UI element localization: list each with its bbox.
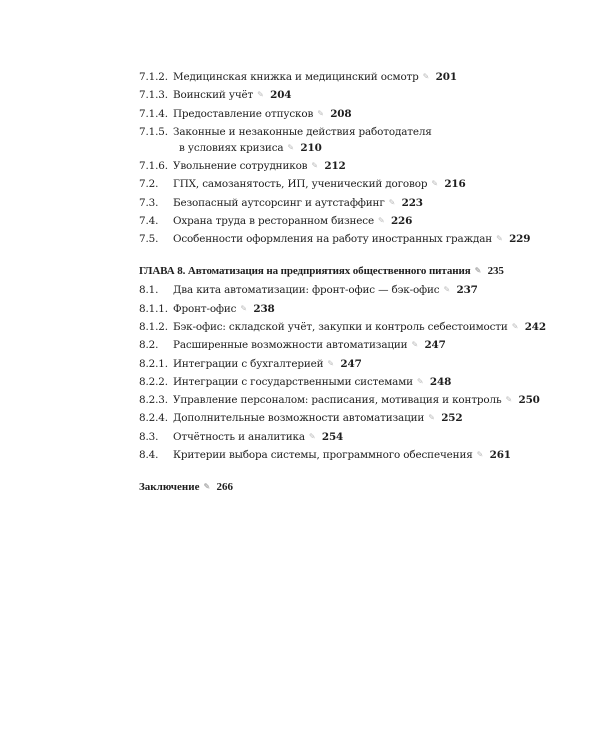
- toc-number: 8.1.: [139, 284, 159, 297]
- toc-number: 8.2.: [139, 339, 159, 352]
- toc-title: Особенности оформления на работу иностранных граждан ✎ 229: [173, 233, 531, 246]
- toc-entry-7-3[interactable]: [139, 195, 519, 211]
- toc-title: Интеграции с бухгалтерией ✎ 247: [173, 357, 362, 370]
- toc-title: Предоставление отпусков ✎ 208: [173, 107, 352, 120]
- pencil-icon: ✎: [287, 142, 294, 152]
- toc-page: 201: [435, 71, 457, 83]
- toc-number: 8.2.1.: [139, 357, 168, 370]
- toc-entry-8-1-2[interactable]: [139, 319, 546, 335]
- toc-title: Увольнение сотрудников ✎ 212: [173, 160, 346, 173]
- toc-title: Фронт-офис ✎ 238: [173, 302, 275, 315]
- toc-number: 7.2.: [139, 178, 159, 191]
- pencil-icon: ✎: [474, 266, 482, 276]
- toc-page: 235: [487, 265, 504, 278]
- toc-entry-7-1-6[interactable]: [139, 158, 519, 174]
- toc-number: 8.2.4.: [139, 412, 168, 425]
- pencil-icon: ✎: [428, 413, 435, 423]
- toc-title: Критерии выбора системы, программного обеспечения ✎ 261: [173, 449, 511, 462]
- toc-page: 248: [429, 375, 452, 388]
- toc-entry-7-4[interactable]: [139, 213, 519, 229]
- toc-page: 266: [216, 481, 233, 494]
- pencil-icon: ✎: [311, 161, 318, 171]
- toc-number: 7.1.5.: [139, 125, 168, 138]
- toc-entry-7-2[interactable]: [139, 176, 519, 192]
- pencil-icon: ✎: [308, 431, 316, 441]
- toc-number: 8.1.1.: [139, 302, 168, 315]
- toc-title: Отчётность и аналитика ✎ 254: [173, 430, 344, 443]
- pencil-icon: ✎: [377, 216, 385, 226]
- toc-page: 247: [424, 339, 446, 352]
- pencil-icon: ✎: [203, 482, 211, 492]
- toc-title: Дополнительные возможности автоматизации ✎ 252: [173, 412, 463, 425]
- toc-entry-8-1-1[interactable]: [139, 301, 519, 317]
- pencil-icon: ✎: [416, 376, 424, 386]
- toc-page: 223: [401, 196, 423, 209]
- toc-page: 254: [321, 430, 344, 443]
- toc-page: 237: [456, 284, 478, 297]
- toc-entry-8-2[interactable]: [139, 337, 519, 353]
- toc-entry-7-1-4[interactable]: [139, 106, 519, 122]
- toc-entry-7-5[interactable]: [139, 231, 531, 247]
- toc-number: 7.3.: [139, 196, 159, 209]
- toc-page: 261: [489, 449, 511, 462]
- toc-page: 204: [270, 89, 292, 102]
- toc-page: 210: [300, 141, 322, 154]
- toc-number: 8.1.2.: [139, 320, 168, 333]
- pencil-icon: ✎: [443, 285, 451, 295]
- pencil-icon: ✎: [240, 303, 247, 313]
- table-of-contents: [139, 69, 546, 495]
- toc-number: 8.2.2.: [139, 375, 168, 388]
- toc-title: Охрана труда в ресторанном бизнесе ✎ 226: [173, 215, 413, 228]
- toc-page: 216: [444, 178, 466, 191]
- toc-number: 7.1.6.: [139, 160, 168, 173]
- toc-entry-8-2-4[interactable]: [139, 410, 519, 426]
- conclusion-title: Заключение: [139, 481, 200, 494]
- toc-number: 7.1.4.: [139, 107, 168, 120]
- pencil-icon: ✎: [431, 179, 438, 189]
- toc-page: 252: [441, 412, 463, 425]
- chapter-8-heading[interactable]: [139, 263, 519, 279]
- toc-entry-8-2-3[interactable]: [139, 392, 540, 408]
- toc-title: Два кита автоматизации: фронт-офис — бэк-офис ✎ 237: [173, 284, 478, 297]
- toc-title: Безопасный аутсорсинг и аутстаффинг ✎ 223: [173, 196, 423, 209]
- toc-entry-7-1-2[interactable]: [139, 69, 519, 85]
- toc-number: 8.2.3.: [139, 394, 168, 407]
- toc-page: 247: [340, 357, 362, 370]
- pencil-icon: ✎: [476, 450, 484, 460]
- pencil-icon: ✎: [257, 90, 264, 100]
- toc-title: ГПХ, самозанятость, ИП, ученический договор ✎ 216: [173, 178, 466, 191]
- toc-number: 8.3.: [139, 430, 159, 443]
- chapter-title: ГЛАВА 8. Автоматизация на предприятиях общественного питания: [139, 265, 471, 278]
- toc-title: Законные и незаконные действия работодателя в условиях кризиса ✎ 210: [173, 125, 432, 154]
- toc-page: 208: [330, 107, 352, 120]
- toc-number: 7.5.: [139, 233, 159, 246]
- toc-entry-8-1[interactable]: [139, 282, 519, 298]
- toc-title: Интеграции с государственными системами ✎ 248: [173, 375, 452, 388]
- toc-entry-8-2-2[interactable]: [139, 374, 519, 390]
- pencil-icon: ✎: [511, 321, 519, 331]
- pencil-icon: ✎: [388, 197, 396, 207]
- toc-number: 7.1.3.: [139, 89, 168, 102]
- toc-entry-7-1-3[interactable]: [139, 87, 519, 103]
- toc-title: Медицинская книжка и медицинский осмотр ✎ 201: [173, 71, 457, 83]
- toc-number: 7.4.: [139, 215, 159, 228]
- toc-page: 226: [390, 215, 413, 228]
- toc-title: Бэк-офис: складской учёт, закупки и контроль себестоимости ✎ 242: [173, 320, 546, 333]
- toc-page: 242: [524, 320, 546, 333]
- pencil-icon: ✎: [411, 340, 419, 350]
- pencil-icon: ✎: [422, 72, 430, 81]
- pencil-icon: ✎: [496, 234, 503, 244]
- pencil-icon: ✎: [327, 358, 334, 368]
- toc-page: 238: [253, 302, 275, 315]
- pencil-icon: ✎: [317, 108, 324, 118]
- toc-number: 7.1.2.: [139, 71, 168, 83]
- toc-entry-7-1-5[interactable]: [139, 124, 519, 156]
- toc-entry-8-3[interactable]: [139, 429, 519, 445]
- toc-entry-8-4[interactable]: [139, 447, 519, 463]
- toc-page: 250: [518, 394, 540, 407]
- pencil-icon: ✎: [505, 395, 513, 405]
- toc-title: Расширенные возможности автоматизации ✎ 247: [173, 339, 446, 352]
- toc-page: 229: [509, 233, 531, 246]
- toc-page: 212: [324, 160, 346, 173]
- toc-entry-8-2-1[interactable]: [139, 356, 519, 372]
- conclusion-entry[interactable]: [139, 479, 519, 495]
- toc-title: Воинский учёт ✎ 204: [173, 89, 292, 102]
- toc-number: 8.4.: [139, 449, 159, 462]
- toc-title: Управление персоналом: расписания, мотивация и контроль ✎ 250: [173, 394, 540, 407]
